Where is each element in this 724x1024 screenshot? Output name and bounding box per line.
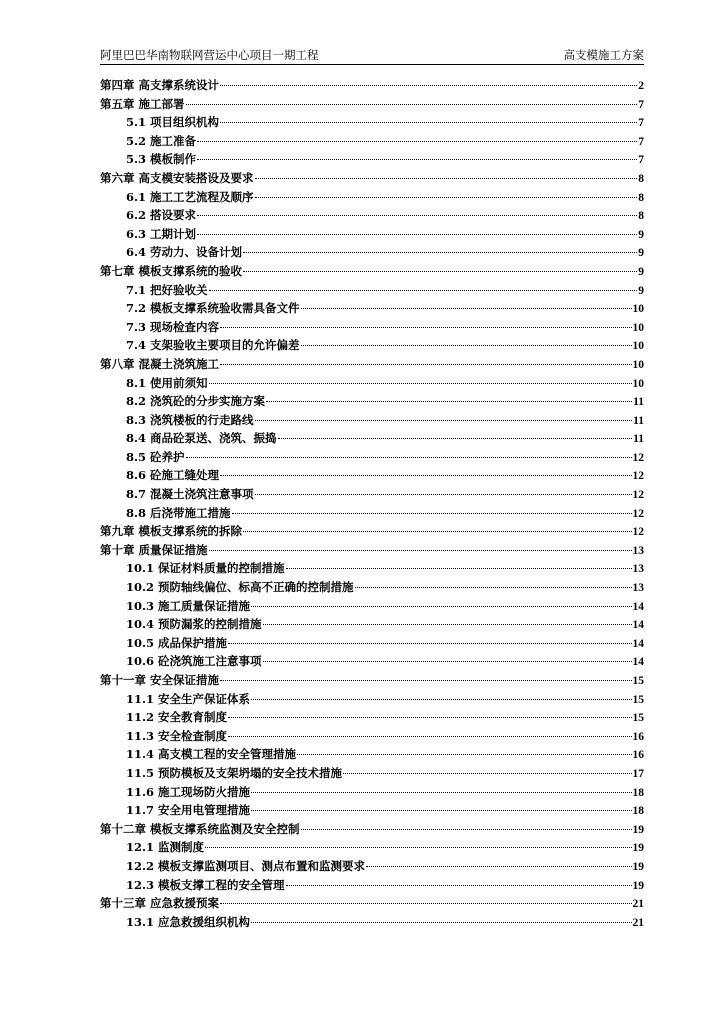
toc-entry-title: 10.4 预防漏浆的控制措施: [126, 617, 262, 632]
toc-entry-title: 第十一章 安全保证措施: [100, 673, 220, 687]
toc-entry-title: 5.1 项目组织机构: [126, 115, 220, 130]
toc-dot-leader: [186, 104, 638, 105]
toc-dot-leader: [301, 829, 632, 830]
toc-page-number: 9: [638, 284, 644, 297]
toc-section-entry[interactable]: [100, 615, 644, 634]
toc-dot-leader: [220, 327, 631, 328]
toc-entry-title: 11.4 高支模工程的安全管理措施: [126, 747, 297, 762]
toc-section-entry[interactable]: [100, 466, 644, 485]
toc-page-number: 14: [632, 600, 644, 613]
toc-entry-title: 第五章 施工部署: [100, 96, 185, 111]
toc-entry-title: 5.3 模板制作: [126, 152, 197, 167]
toc-entry-title: 10.6 砼浇筑施工注意事项: [126, 654, 262, 669]
toc-entry-title: 11.6 施工现场防火措施: [126, 784, 251, 799]
toc-entry-title: 8.2 浇筑砼的分步实施方案: [126, 394, 266, 409]
toc-section-entry[interactable]: [100, 857, 644, 876]
toc-dot-leader: [263, 661, 632, 662]
toc-section-entry[interactable]: [100, 652, 644, 671]
toc-dot-leader: [220, 680, 631, 681]
toc-page-number: 12: [632, 470, 644, 483]
toc-dot-leader: [297, 754, 631, 755]
toc-page-number: 14: [632, 637, 644, 650]
toc-section-entry[interactable]: [100, 578, 644, 597]
toc-chapter-entry[interactable]: [100, 169, 644, 188]
toc-section-entry[interactable]: [100, 132, 644, 151]
toc-entry-title: 6.3 工期计划: [126, 226, 197, 241]
toc-dot-leader: [186, 457, 632, 458]
toc-dot-leader: [255, 420, 633, 421]
toc-entry-title: 第十二章 模板支撑系统监测及安全控制: [100, 821, 300, 836]
toc-page-number: 9: [638, 228, 644, 241]
toc-page-number: 13: [632, 582, 644, 595]
toc-page-number: 19: [632, 842, 644, 855]
toc-dot-leader: [197, 215, 637, 216]
toc-dot-leader: [220, 122, 637, 123]
toc-page-number: 12: [632, 526, 644, 539]
toc-section-entry[interactable]: [100, 299, 644, 318]
toc-entry-title: 11.5 预防模板及支架坍塌的安全技术措施: [126, 765, 343, 780]
toc-page-number: 18: [632, 786, 644, 799]
toc-dot-leader: [228, 736, 631, 737]
toc-dot-leader: [197, 141, 637, 142]
toc-page-number: 15: [632, 712, 644, 725]
toc-page-number: 2: [638, 80, 644, 92]
toc-dot-leader: [197, 234, 637, 235]
toc-chapter-entry[interactable]: [100, 671, 644, 690]
toc-page-number: 7: [638, 98, 644, 111]
toc-page-number: 11: [633, 414, 644, 427]
header-document-title: 高支模施工方案: [563, 48, 644, 62]
toc-entry-title: 10.3 施工质量保证措施: [126, 598, 251, 613]
toc-dot-leader: [251, 792, 631, 793]
toc-page-number: 15: [632, 675, 644, 687]
toc-dot-leader: [263, 624, 632, 625]
toc-section-entry[interactable]: [100, 150, 644, 169]
toc-dot-leader: [286, 885, 632, 886]
toc-section-entry[interactable]: [100, 206, 644, 225]
toc-dot-leader: [228, 643, 631, 644]
toc-chapter-entry[interactable]: [100, 355, 644, 374]
toc-section-entry[interactable]: [100, 708, 644, 727]
toc-section-entry[interactable]: [100, 113, 644, 132]
toc-page-number: 11: [633, 433, 644, 446]
toc-page-number: 13: [632, 544, 644, 557]
toc-dot-leader: [220, 85, 637, 86]
toc-dot-leader: [301, 345, 632, 346]
toc-dot-leader: [255, 494, 632, 495]
toc-section-entry[interactable]: [100, 745, 644, 764]
toc-section-entry[interactable]: [100, 374, 644, 393]
toc-page-number: 8: [638, 210, 644, 223]
toc-entry-title: 7.1 把好验收关: [126, 282, 208, 297]
toc-dot-leader: [301, 308, 632, 309]
toc-section-entry[interactable]: [100, 634, 644, 653]
toc-page-number: 19: [632, 879, 644, 892]
toc-section-entry[interactable]: [100, 392, 644, 411]
toc-chapter-entry[interactable]: [100, 262, 644, 281]
toc-section-entry[interactable]: [100, 727, 644, 746]
toc-entry-title: 8.4 商品砼泵送、浇筑、振捣: [126, 431, 277, 446]
toc-entry-title: 6.2 搭设要求: [126, 208, 197, 223]
toc-section-entry[interactable]: [100, 876, 644, 895]
toc-section-entry[interactable]: [100, 429, 644, 448]
toc-entry-title: 5.2 施工准备: [126, 133, 197, 148]
toc-entry-title: 8.1 使用前须知: [126, 375, 208, 390]
toc-section-entry[interactable]: [100, 801, 644, 820]
table-of-contents: [100, 76, 644, 931]
toc-page-number: 12: [632, 451, 644, 464]
toc-page-number: 21: [632, 898, 644, 911]
page-header: [100, 48, 644, 65]
toc-entry-title: 第八章 混凝土浇筑施工: [100, 356, 220, 371]
toc-section-entry[interactable]: [100, 504, 644, 523]
toc-page-number: 7: [638, 154, 644, 167]
toc-entry-title: 6.4 劳动力、设备计划: [126, 245, 243, 260]
toc-page-number: 12: [632, 489, 644, 502]
toc-dot-leader: [232, 513, 632, 514]
toc-dot-leader: [197, 159, 637, 160]
toc-dot-leader: [251, 699, 631, 700]
toc-entry-title: 7.3 现场检查内容: [126, 319, 220, 334]
toc-page-number: 19: [632, 860, 644, 873]
toc-entry-title: 7.2 模板支撑系统验收需具备文件: [126, 301, 300, 316]
header-project-title: 阿里巴巴华南物联网营运中心项目一期工程: [100, 48, 319, 62]
toc-entry-title: 第十章 质量保证措施: [100, 542, 208, 557]
toc-page-number: 15: [632, 693, 644, 706]
toc-page-number: 10: [632, 340, 644, 353]
toc-page-number: 8: [638, 191, 644, 204]
toc-page-number: 7: [638, 117, 644, 130]
toc-dot-leader: [266, 401, 632, 402]
toc-dot-leader: [255, 197, 638, 198]
toc-section-entry[interactable]: [100, 336, 644, 355]
toc-entry-title: 11.1 安全生产保证体系: [126, 691, 251, 706]
toc-dot-leader: [355, 587, 632, 588]
toc-dot-leader: [209, 290, 638, 291]
toc-page-number: 10: [632, 358, 644, 371]
toc-section-entry[interactable]: [100, 764, 644, 783]
toc-section-entry[interactable]: [100, 448, 644, 467]
toc-chapter-entry[interactable]: [100, 95, 644, 114]
toc-dot-leader: [220, 364, 631, 365]
toc-entry-title: 8.7 混凝土浇筑注意事项: [126, 487, 254, 502]
toc-entry-title: 8.3 浇筑楼板的行走路线: [126, 412, 254, 427]
toc-entry-title: 10.2 预防轴线偏位、标高不正确的控制措施: [126, 580, 354, 595]
toc-page-number: 18: [632, 805, 644, 818]
toc-page-number: 8: [638, 172, 644, 185]
toc-section-entry[interactable]: [100, 188, 644, 207]
toc-page-number: 16: [632, 749, 644, 762]
toc-entry-title: 第十三章 应急救援预案: [100, 896, 220, 911]
toc-section-entry[interactable]: [100, 597, 644, 616]
toc-dot-leader: [255, 178, 638, 179]
toc-section-entry[interactable]: [100, 690, 644, 709]
toc-entry-title: 6.1 施工工艺流程及顺序: [126, 189, 254, 204]
toc-entry-title: 8.6 砼施工缝处理: [126, 468, 220, 483]
toc-dot-leader: [251, 922, 631, 923]
toc-page-number: 16: [632, 730, 644, 743]
toc-entry-title: 8.5 砼养护: [126, 449, 185, 464]
toc-entry-title: 12.2 模板支撑监测项目、测点布置和监测要求: [126, 858, 366, 873]
toc-section-entry[interactable]: [100, 318, 644, 337]
toc-section-entry[interactable]: [100, 281, 644, 300]
toc-dot-leader: [243, 271, 637, 272]
toc-entry-title: 13.1 应急救援组织机构: [126, 914, 251, 929]
toc-entry-title: 11.3 安全检查制度: [126, 728, 228, 743]
toc-dot-leader: [366, 866, 631, 867]
toc-page-number: 11: [633, 396, 644, 409]
toc-dot-leader: [251, 810, 631, 811]
toc-page-number: 7: [638, 135, 644, 148]
toc-section-entry[interactable]: [100, 838, 644, 857]
toc-page-number: 9: [638, 265, 644, 278]
toc-entry-title: 第九章 模板支撑系统的拆除: [100, 524, 243, 539]
toc-chapter-entry[interactable]: [100, 820, 644, 839]
toc-dot-leader: [278, 438, 633, 439]
toc-page-number: 13: [632, 563, 644, 576]
toc-dot-leader: [243, 252, 637, 253]
toc-entry-title: 7.4 支架验收主要项目的允许偏差: [126, 338, 300, 353]
toc-entry-title: 10.5 成品保护措施: [126, 635, 228, 650]
toc-section-entry[interactable]: [100, 243, 644, 262]
toc-dot-leader: [209, 383, 632, 384]
toc-page-number: 19: [632, 823, 644, 836]
toc-dot-leader: [205, 847, 631, 848]
toc-page-number: 14: [632, 619, 644, 632]
toc-entry-title: 10.1 保证材料质量的控制措施: [126, 561, 285, 576]
toc-section-entry[interactable]: [100, 485, 644, 504]
toc-section-entry[interactable]: [100, 913, 644, 932]
toc-page-number: 12: [632, 507, 644, 520]
toc-chapter-entry[interactable]: [100, 76, 644, 95]
toc-entry-title: 第四章 高支撑系统设计: [100, 78, 220, 92]
toc-chapter-entry[interactable]: [100, 522, 644, 541]
toc-dot-leader: [220, 475, 631, 476]
toc-dot-leader: [286, 568, 632, 569]
toc-section-entry[interactable]: [100, 559, 644, 578]
toc-dot-leader: [243, 531, 631, 532]
toc-page-number: 14: [632, 656, 644, 669]
toc-dot-leader: [343, 773, 631, 774]
toc-chapter-entry[interactable]: [100, 541, 644, 560]
toc-page-number: 9: [638, 247, 644, 260]
toc-dot-leader: [228, 717, 631, 718]
toc-dot-leader: [209, 550, 632, 551]
toc-entry-title: 11.7 安全用电管理措施: [126, 803, 251, 818]
toc-section-entry[interactable]: [100, 411, 644, 430]
toc-entry-title: 12.3 模板支撑工程的安全管理: [126, 877, 285, 892]
toc-entry-title: 11.2 安全教育制度: [126, 710, 228, 725]
toc-page-number: 10: [632, 377, 644, 390]
toc-entry-title: 12.1 监测制度: [126, 840, 205, 855]
toc-dot-leader: [251, 606, 631, 607]
toc-entry-title: 第六章 高支模安装搭设及要求: [100, 170, 254, 185]
toc-section-entry[interactable]: [100, 225, 644, 244]
toc-page-number: 21: [632, 916, 644, 929]
toc-page-number: 10: [632, 303, 644, 316]
toc-page-number: 17: [632, 767, 644, 780]
toc-chapter-entry[interactable]: [100, 894, 644, 913]
toc-page-number: 10: [632, 321, 644, 334]
toc-section-entry[interactable]: [100, 783, 644, 802]
toc-entry-title: 8.8 后浇带施工措施: [126, 505, 231, 520]
toc-dot-leader: [220, 903, 631, 904]
toc-entry-title: 第七章 模板支撑系统的验收: [100, 263, 243, 278]
